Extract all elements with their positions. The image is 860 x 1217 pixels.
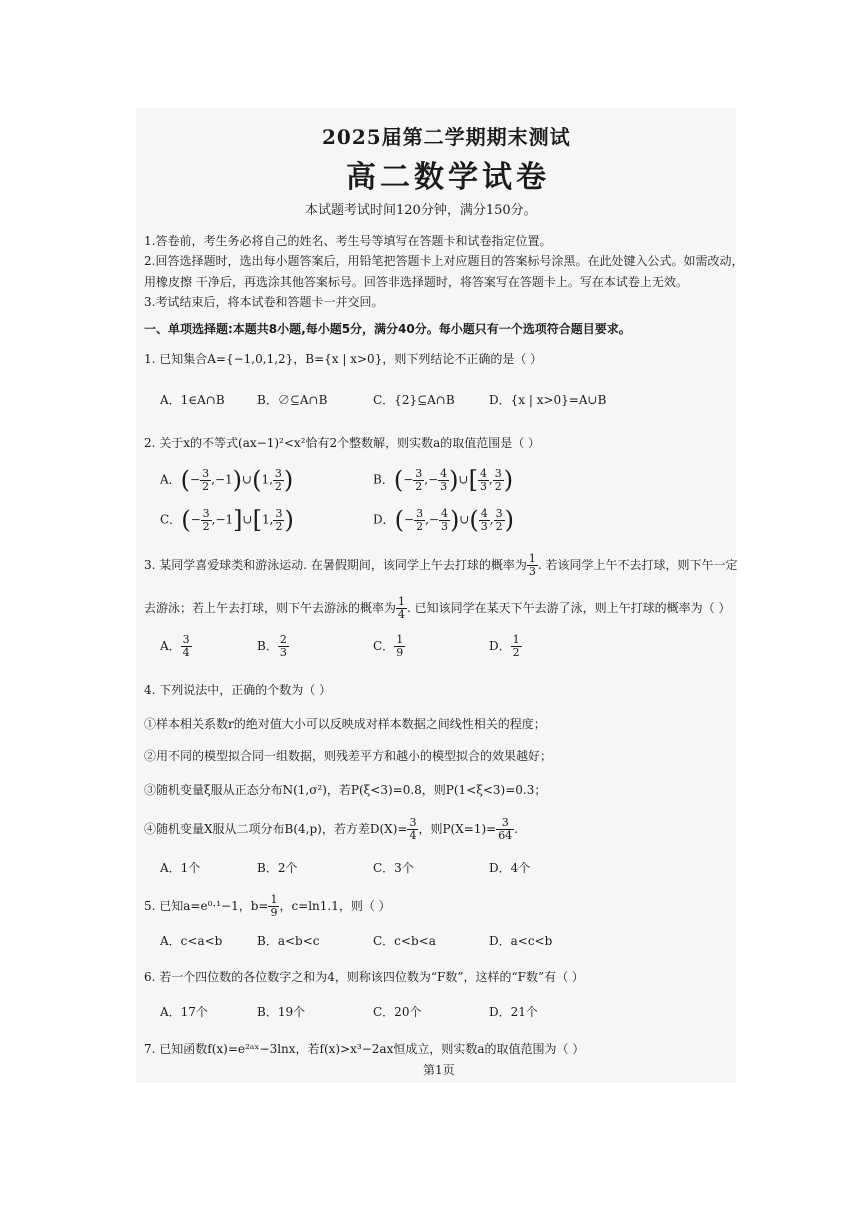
q5-option-b: B．a<b<c [257, 934, 320, 948]
page-number: 第1页 [423, 1063, 455, 1077]
q4-statement-3: ③随机变量ξ服从正态分布N(1,σ²)，若P(ξ<3)=0.8，则P(1<ξ<3)=0.3； [144, 783, 547, 797]
q6-option-d: D．21个 [489, 1005, 538, 1019]
note-3: 3.考试结束后，将本试卷和答题卡一并交回。 [144, 295, 384, 309]
q2-option-d-label: D． [373, 512, 395, 527]
q2-option-b-label: B． [373, 472, 394, 487]
fraction: $\frac{1}{3}$ [528, 552, 536, 578]
q2-option-c-label: C． [160, 512, 182, 527]
q6-option-b: B．19个 [257, 1005, 306, 1019]
fraction: $\frac{3}{2}$ [415, 466, 423, 493]
note-1: 1.答卷前，考生务必将自己的姓名、考生号等填写在答题卡和试卷指定位置。 [144, 234, 552, 248]
q1-option-b: B．∅⊆A∩B [257, 393, 328, 407]
section-1-heading: 一、单项选择题:本题共8小题,每小题5分，满分40分。每小题只有一个选项符合题目要求。 [144, 322, 631, 336]
fraction: $\frac{4}{3}$ [479, 466, 487, 493]
q4-statement-2: ②用不同的模型拟合同一组数据，则残差平方和越小的模型拟合的效果越好； [144, 749, 553, 763]
exam-subtitle: 本试题考试时间120分钟，满分150分。 [305, 203, 537, 218]
q3-stem-line1: 3. 某同学喜爱球类和游泳运动. 在暑假期间，该同学上午去打球的概率为 $\frac{1}{3}$ . 若该同学上午不去打球，则下午一定 [144, 552, 738, 578]
fraction: $\frac{3}{4}$ [182, 633, 190, 659]
q4-statement-4: ④随机变量X服从二项分布B(4,p)，若方差D(X)= $\frac{3}{4}$ ，则P(X=1)= $\frac{3}{64}$ . [144, 816, 519, 842]
fraction: $\frac{4}{3}$ [440, 466, 448, 493]
q4-option-c: C．3个 [373, 861, 414, 875]
fraction: $\frac{3}{2}$ [274, 466, 282, 493]
q2-option-c: C．(− $\frac{3}{2}$ ,−1]∪[1, $\frac{3}{2}$ ) [160, 506, 294, 534]
q2-option-a-label: A． [160, 472, 181, 487]
q4-option-d: D．4个 [489, 861, 531, 875]
q6-option-c: C．20个 [373, 1005, 422, 1019]
q4-statement-1: ①样本相关系数r的绝对值大小可以反映成对样本数据之间线性相关的程度； [144, 717, 546, 731]
q3-stem-line2: 去游泳；若上午去打球，则下午去游泳的概率为 $\frac{1}{4}$ . 已知该同学在某天下午去游了泳，则上午打球的概率为（ ） [144, 595, 731, 621]
fraction: $\frac{3}{2}$ [416, 506, 424, 533]
q5-option-d: D．a<c<b [489, 934, 553, 948]
fraction: $\frac{4}{3}$ [480, 506, 488, 533]
fraction: $\frac{3}{64}$ [498, 816, 513, 842]
q1-option-a: A．1∈A∩B [160, 393, 225, 407]
q7-stem: 7. 已知函数f(x)=e²ᵃˣ−3lnx，若f(x)>x³−2ax恒成立，则实数a的取值范围为（ ） [144, 1042, 585, 1056]
fraction: $\frac{1}{2}$ [512, 633, 520, 659]
fraction: $\frac{3}{2}$ [495, 506, 503, 533]
fraction: $\frac{1}{9}$ [270, 893, 278, 919]
q5-option-a: A．c<a<b [160, 934, 223, 948]
fraction: $\frac{3}{2}$ [202, 506, 210, 533]
q3-option-d: D． $\frac{1}{2}$ [489, 633, 520, 659]
q4-stem: 4. 下列说法中，正确的个数为（ ） [144, 683, 332, 697]
fraction: $\frac{1}{9}$ [396, 633, 404, 659]
exam-title-line1: 2025届第二学期期末测试 [322, 125, 571, 149]
note-2: 2.回答选择题时，选出每小题答案后，用铅笔把答题卡上对应题目的答案标号涂黑。在此处键入公式。如需改动， [144, 254, 744, 268]
q2-option-a: A．(− $\frac{3}{2}$ ,−1)∪(1, $\frac{3}{2}$ ) [160, 466, 294, 494]
q1-option-c: C．{2}⊆A∩B [373, 393, 455, 407]
q5-option-c: C．c<b<a [373, 934, 436, 948]
q6-option-a: A．17个 [160, 1005, 208, 1019]
q5-stem: 5. 已知a=e⁰·¹−1，b= $\frac{1}{9}$ ，c=ln1.1，则（ ） [144, 893, 391, 919]
fraction: $\frac{1}{4}$ [398, 595, 406, 621]
q3-option-b: B． $\frac{2}{3}$ [257, 633, 287, 659]
q4-option-a: A．1个 [160, 861, 201, 875]
q2-stem: 2. 关于x的不等式(ax−1)²<x²恰有2个整数解，则实数a的取值范围是（ ） [144, 436, 541, 450]
q3-option-a: A． $\frac{3}{4}$ [160, 633, 190, 659]
fraction: $\frac{3}{2}$ [202, 466, 210, 493]
q3-option-c: C． $\frac{1}{9}$ [373, 633, 404, 659]
q4-option-b: B．2个 [257, 861, 298, 875]
fraction: $\frac{2}{3}$ [279, 633, 287, 659]
exam-title-line2: 高二数学试卷 [346, 160, 550, 195]
note-2-cont: 用橡皮擦 干净后，再选涂其他答案标号。回答非选择题时，将答案写在答题卡上。写在本试卷上无效。 [144, 275, 688, 289]
q1-option-d: D．{x | x>0}=A∪B [489, 393, 607, 407]
q2-option-b: B．(− $\frac{3}{2}$ ,− $\frac{4}{3}$ )∪[ $\frac{4}{3}$ , $\frac{3}{2}$ ) [373, 466, 514, 494]
q2-option-d: D．(− $\frac{3}{2}$ ,− $\frac{4}{3}$ )∪( $\frac{4}{3}$ , $\frac{3}{2}$ ) [373, 506, 514, 534]
fraction: $\frac{3}{2}$ [275, 506, 283, 533]
fraction: $\frac{3}{4}$ [409, 816, 417, 842]
q6-stem: 6. 若一个四位数的各位数字之和为4，则称该四位数为“F数”，这样的“F数”有（ ） [144, 970, 584, 984]
fraction: $\frac{4}{3}$ [440, 506, 448, 533]
fraction: $\frac{3}{2}$ [494, 466, 502, 493]
q1-stem: 1. 已知集合A={−1,0,1,2}，B={x | x>0}，则下列结论不正确的是（ ） [144, 352, 543, 366]
